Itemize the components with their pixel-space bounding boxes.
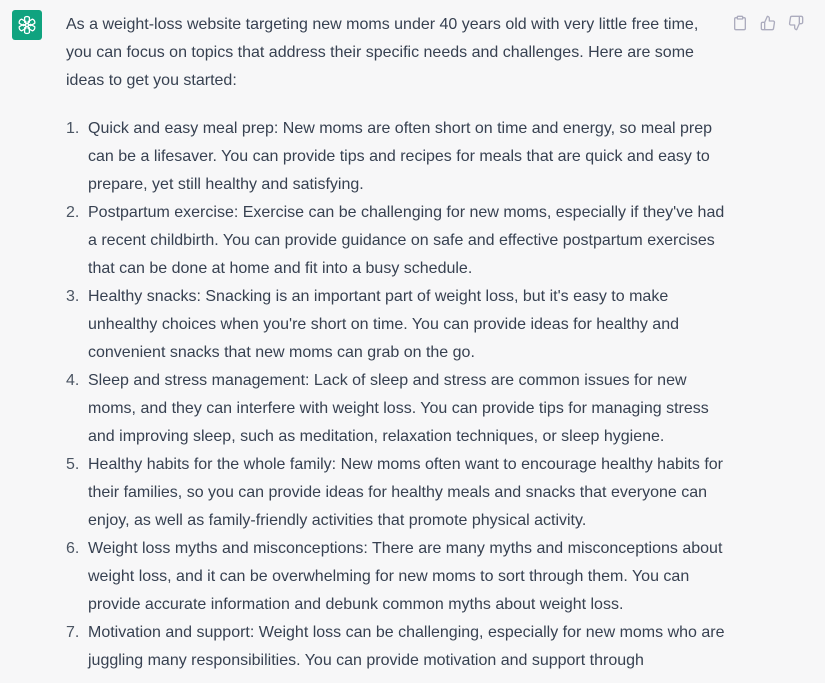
list-item-number: 4. [66,372,80,389]
list-item-text: Motivation and support: Weight loss can be challenging, especially for new moms who are juggling many responsibilities. You can provide motivation and support through [88,624,725,669]
list-item-text: Healthy snacks: Snacking is an important part of weight loss, but it's easy to make unhealthy choices when you're short on time. You can provide ideas for healthy and convenient snacks that new moms can grab on the go. [88,288,679,361]
list-item [66,115,726,199]
list-item-number: 6. [66,540,80,557]
thumbs-up-icon [760,15,776,31]
list-item-number: 7. [66,624,80,641]
list-item [66,451,726,535]
list-item-text: Quick and easy meal prep: New moms are often short on time and energy, so meal prep can be a lifesaver. You can provide tips and recipes for meals that are quick and easy to prepare, yet still healthy and satisfying. [88,120,713,193]
list-item [66,199,726,283]
message-actions [731,14,805,32]
list-item-text: Sleep and stress management: Lack of sleep and stress are common issues for new moms, and they can interfere with weight loss. You can provide tips for managing stress and improving sleep, such as meditation, relaxation techniques, or sleep hygiene. [88,372,709,445]
message-intro: As a weight-loss website targeting new moms under 40 years old with very little free time, you can focus on topics that address their specific needs and challenges. Here are some ideas to get you started: [66,16,699,89]
clipboard-icon [732,15,748,31]
copy-button[interactable] [731,14,749,32]
thumbs-up-button[interactable] [759,14,777,32]
list-item [66,367,726,451]
list-item-number: 5. [66,456,80,473]
list-item-text: Healthy habits for the whole family: New moms often want to encourage healthy habits for their families, so you can provide ideas for healthy meals and snacks that everyone can enjoy, as well as family-friendly activities that promote physical activity. [88,456,723,529]
message-content [66,11,726,675]
list-item-text: Postpartum exercise: Exercise can be challenging for new moms, especially if they've had a recent childbirth. You can provide guidance on safe and effective postpartum exercises that can be done at home and fit into a busy schedule. [88,204,725,277]
list-item-number: 2. [66,204,80,221]
list-item-number: 1. [66,120,80,137]
ideas-list [66,115,726,675]
thumbs-down-icon [788,15,804,31]
list-item [66,535,726,619]
list-item [66,283,726,367]
list-item [66,619,726,675]
list-item-text: Weight loss myths and misconceptions: There are many myths and misconceptions about weight loss, and it can be overwhelming for new moms to sort through them. You can provide accurate information and debunk common myths about weight loss. [88,540,723,613]
thumbs-down-button[interactable] [787,14,805,32]
list-item-number: 3. [66,288,80,305]
openai-logo-icon [12,10,42,40]
